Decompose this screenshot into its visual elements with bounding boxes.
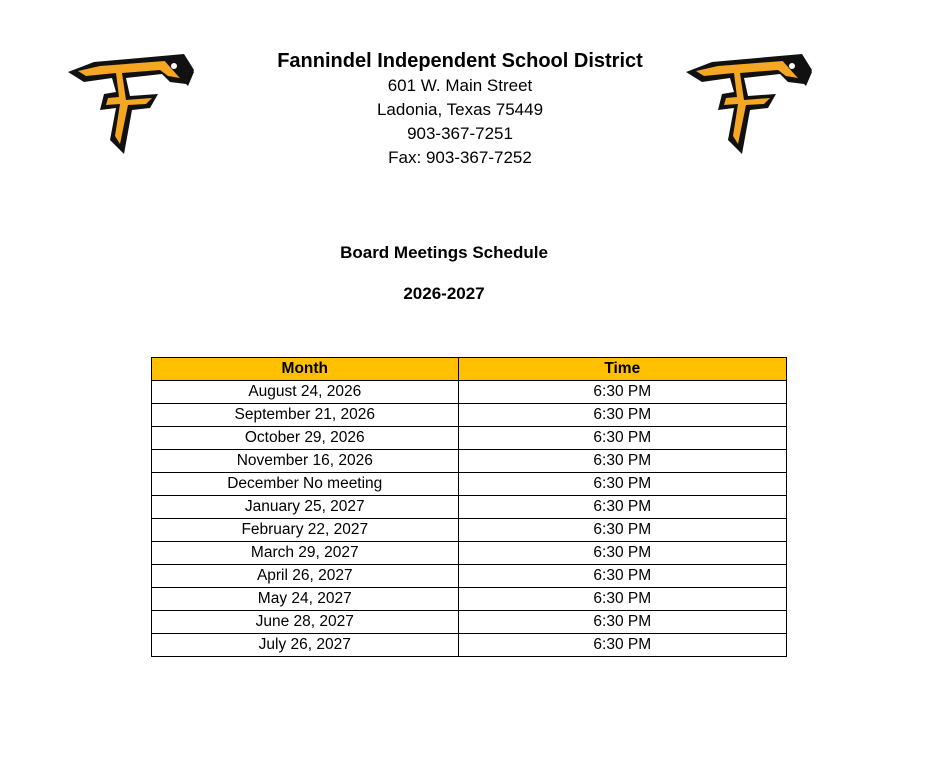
meeting-time-cell: 6:30 PM bbox=[458, 634, 786, 657]
column-header-month: Month bbox=[152, 358, 459, 381]
table-row bbox=[152, 611, 787, 634]
falcon-logo-icon bbox=[684, 44, 814, 164]
table-row bbox=[152, 496, 787, 519]
meeting-month-cell: June 28, 2027 bbox=[152, 611, 459, 634]
table-row bbox=[152, 450, 787, 473]
table-row bbox=[152, 519, 787, 542]
table-row bbox=[152, 404, 787, 427]
meeting-time-cell: 6:30 PM bbox=[458, 611, 786, 634]
meeting-time-cell: 6:30 PM bbox=[458, 542, 786, 565]
phone-number: 903-367-7251 bbox=[407, 124, 513, 143]
meeting-time-cell: 6:30 PM bbox=[458, 519, 786, 542]
letterhead bbox=[230, 48, 690, 170]
meeting-month-cell: October 29, 2026 bbox=[152, 427, 459, 450]
meeting-time-cell: 6:30 PM bbox=[458, 404, 786, 427]
address-line1: 601 W. Main Street bbox=[387, 76, 533, 95]
district-name: Fannindel Independent School District bbox=[277, 50, 643, 72]
meeting-month-cell: December No meeting bbox=[152, 473, 459, 496]
meeting-time-cell: 6:30 PM bbox=[458, 427, 786, 450]
table-row bbox=[152, 381, 787, 404]
meeting-month-cell: September 21, 2026 bbox=[152, 404, 459, 427]
meeting-time-cell: 6:30 PM bbox=[458, 450, 786, 473]
meeting-month-cell: March 29, 2027 bbox=[152, 542, 459, 565]
table-row bbox=[152, 473, 787, 496]
meeting-time-cell: 6:30 PM bbox=[458, 381, 786, 404]
table-row bbox=[152, 634, 787, 657]
meeting-month-cell: May 24, 2027 bbox=[152, 588, 459, 611]
meeting-month-cell: July 26, 2027 bbox=[152, 634, 459, 657]
falcon-logo-icon bbox=[66, 44, 196, 164]
meeting-month-cell: January 25, 2027 bbox=[152, 496, 459, 519]
meeting-time-cell: 6:30 PM bbox=[458, 473, 786, 496]
table-row bbox=[152, 588, 787, 611]
table-row bbox=[152, 427, 787, 450]
schedule-year: 2026-2027 bbox=[403, 284, 485, 303]
schedule-rows bbox=[152, 381, 787, 657]
meeting-month-cell: February 22, 2027 bbox=[152, 519, 459, 542]
address-line2: Ladonia, Texas 75449 bbox=[376, 100, 544, 119]
meeting-month-cell: August 24, 2026 bbox=[152, 381, 459, 404]
meeting-month-cell: April 26, 2027 bbox=[152, 565, 459, 588]
meeting-month-cell: November 16, 2026 bbox=[152, 450, 459, 473]
table-row bbox=[152, 565, 787, 588]
meeting-time-cell: 6:30 PM bbox=[458, 496, 786, 519]
table-header-row bbox=[152, 358, 787, 381]
meeting-time-cell: 6:30 PM bbox=[458, 588, 786, 611]
column-header-time: Time bbox=[458, 358, 786, 381]
schedule-title: Board Meetings Schedule bbox=[340, 243, 548, 262]
schedule-table bbox=[151, 357, 787, 657]
table-row bbox=[152, 542, 787, 565]
meeting-time-cell: 6:30 PM bbox=[458, 565, 786, 588]
fax-number: Fax: 903-367-7252 bbox=[388, 148, 532, 167]
